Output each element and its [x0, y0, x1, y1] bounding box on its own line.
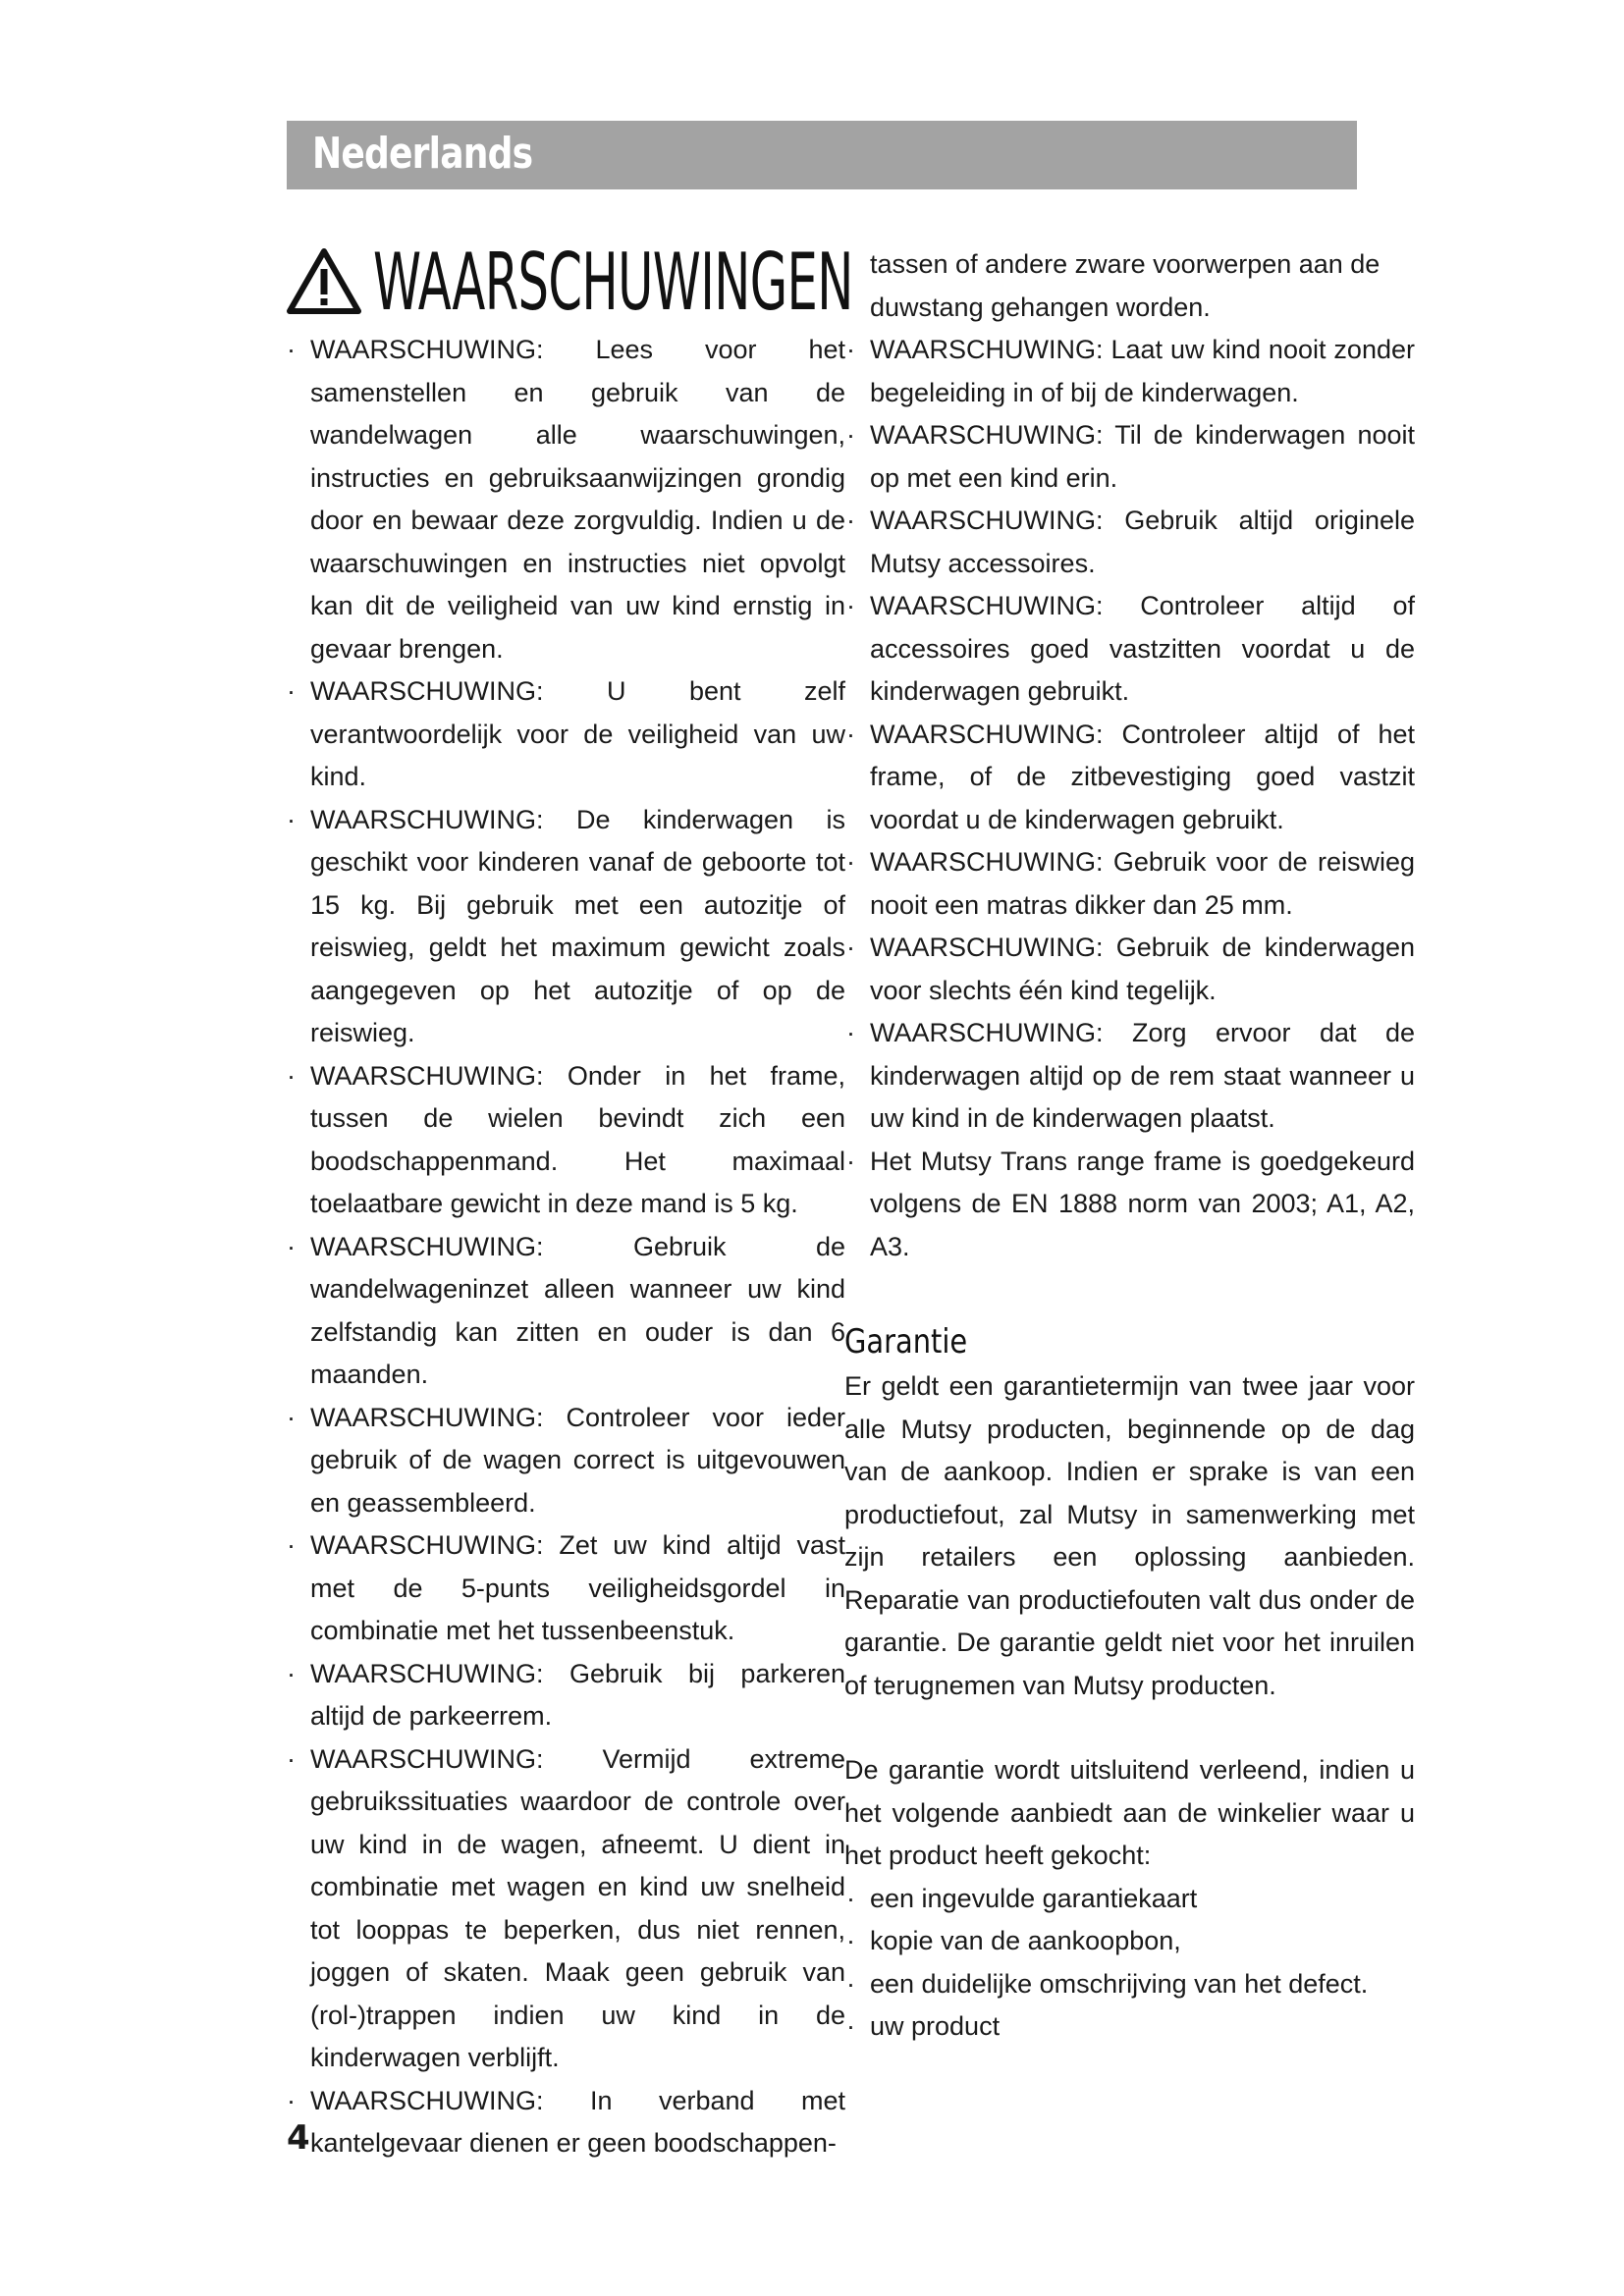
warning-item: · WAARSCHUWING: Laat uw kind nooit zonder begeleiding in of bij de kinderwagen. [870, 329, 1415, 414]
warning-item: · WAARSCHUWING: De kinderwagen is geschikt voor kinderen vanaf de geboorte tot 15 kg. Bij gebruik met een autozitje of reiswieg, geldt het maximum gewicht zoals aangegeven op het autozitje of op de reiswieg. [310, 799, 845, 1055]
warning-item: · WAARSCHUWING: In verband met kantelgevaar dienen er geen boodschappen- [310, 2080, 845, 2165]
warning-item: · WAARSCHUWING: Lees voor het samenstellen en gebruik van de wandelwagen alle waarschuwingen, instructies en gebruiksaanwijzingen grondig door en bewaar deze zorgvuldig. Indien u de waarschuwingen en instructies niet opvolgt kan dit de veiligheid van uw kind ernstig in gevaar brengen. [310, 329, 845, 670]
warnings-list-right [870, 329, 1415, 1268]
warning-continuation: tassen of andere zware voorwerpen aan de duwstang gehangen worden. [870, 249, 1380, 322]
warning-item: · WAARSCHUWING: Gebruik altijd originele Mutsy accessoires. [870, 500, 1415, 585]
warning-item: · WAARSCHUWING: Controleer altijd of accessoires goed vastzitten voordat u de kinderwagen gebruikt. [870, 585, 1415, 714]
guarantee-conditions: De garantie wordt uitsluitend verleend, indien u het volgende aanbiedt aan de winkelier waar u het product heeft gekocht: [844, 1755, 1415, 1870]
warning-item: · WAARSCHUWING: Gebruik de wandelwageninzet alleen wanneer uw kind zelfstandig kan zitten en ouder is dan 6 maanden. [310, 1226, 845, 1397]
warnings-heading: WAARSCHUWINGEN [373, 237, 853, 328]
warning-item: · WAARSCHUWING: Gebruik de kinderwagen voor slechts één kind tegelijk. [870, 927, 1415, 1012]
list-item: · een ingevulde garantiekaart [870, 1878, 1415, 1921]
list-item: · een duidelijke omschrijving van het defect. [870, 1963, 1415, 2006]
warning-item: · WAARSCHUWING: Zorg ervoor dat de kinderwagen altijd op de rem staat wanneer u uw kind in de kinderwagen plaatst. [870, 1012, 1415, 1141]
language-title: Nederlands [312, 129, 533, 179]
guarantee-paragraph: Er geldt een garantietermijn van twee jaar voor alle Mutsy producten, beginnende op de dag van de aankoop. Indien er sprake is van een productiefout, zal Mutsy in samenwerking met zijn retailers een oplossing aanbieden. Reparatie van productiefouten valt dus onder de garantie. De garantie geldt niet voor het inruilen of terugnemen van Mutsy producten. [844, 1371, 1415, 1700]
warning-item: · WAARSCHUWING: Vermijd extreme gebruikssituaties waardoor de controle over uw kind in de wagen, afneemt. U dient in combinatie met wagen en kind uw snelheid tot looppas te beperken, dus niet rennen, joggen of skaten. Maak geen gebruik van (rol-)trappen indien uw kind in de kinderwagen verblijft. [310, 1738, 845, 2080]
right-column [844, 243, 1415, 2049]
guarantee-requirements-list [870, 1878, 1415, 2049]
warning-triangle-icon [285, 245, 363, 316]
language-header-bar [287, 121, 1357, 189]
warning-item: · WAARSCHUWING: Controleer voor ieder gebruik of de wagen correct is uitgevouwen en geassembleerd. [310, 1397, 845, 1525]
warning-item: · WAARSCHUWING: Zet uw kind altijd vast met de 5-punts veiligheidsgordel in combinatie met het tussenbeenstuk. [310, 1524, 845, 1653]
page-number: 4 [287, 2118, 310, 2158]
warning-item: · WAARSCHUWING: U bent zelf verantwoordelijk voor de veiligheid van uw kind. [310, 670, 845, 799]
guarantee-title: Garantie [844, 1322, 968, 1362]
warning-item: · WAARSCHUWING: Controleer altijd of het frame, of de zitbevestiging goed vastzit voordat u de kinderwagen gebruikt. [870, 714, 1415, 842]
warning-item: · WAARSCHUWING: Gebruik bij parkeren altijd de parkeerrem. [310, 1653, 845, 1738]
certification-note: · Het Mutsy Trans range frame is goedgekeurd volgens de EN 1888 norm van 2003; A1, A2, A3. [870, 1141, 1415, 1269]
warning-item: · WAARSCHUWING: Onder in het frame, tussen de wielen bevindt zich een boodschappenmand. Het maximaal toelaatbare gewicht in deze mand is 5 kg. [310, 1055, 845, 1226]
warning-item: · WAARSCHUWING: Til de kinderwagen nooit op met een kind erin. [870, 414, 1415, 500]
warning-item: · WAARSCHUWING: Gebruik voor de reiswieg nooit een matras dikker dan 25 mm. [870, 841, 1415, 927]
list-item: · kopie van de aankoopbon, [870, 1920, 1415, 1963]
warnings-list-left [310, 329, 845, 2165]
left-column [310, 329, 845, 2165]
list-item: · uw product [870, 2005, 1415, 2049]
